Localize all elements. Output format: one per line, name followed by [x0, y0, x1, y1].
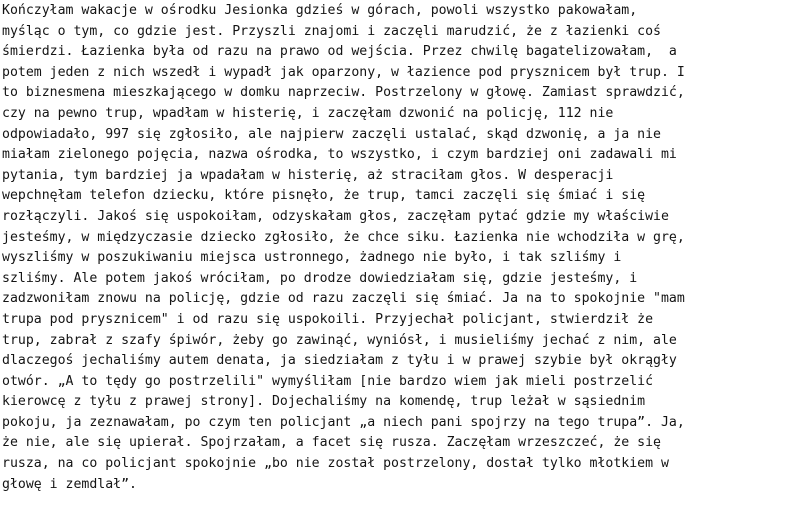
- text-line-1: Kończyłam wakacje w ośrodku Jesionka gdzieś w górach, powoli wszystko pakowałam,: [2, 3, 638, 18]
- text-line-23: rusza, na co policjant spokojnie „bo nie został postrzelony, dostał tylko młotkiem w: [2, 456, 669, 472]
- text-line-18: dlaczegoś jechaliśmy autem denata, ja siedziałam z tyłu i w prawej szybie był okrągły: [2, 353, 677, 369]
- text-line-11: rozłączyli. Jakoś się uspokoiłam, odzyskałam głos, zaczęłam pytać gdzie my właściwie: [2, 208, 669, 224]
- text-line-19: otwór. „A to tędy go postrzelili" wymyśliłam [nie bardzo wiem jak mieli postrzelić: [2, 373, 654, 389]
- text-line-17: trup, zabrał z szafy śpiwór, żeby go zawinąć, wyniósł, i musieliśmy jechać z nim, ale: [2, 332, 677, 348]
- text-line-8: miałam zielonego pojęcia, nazwa ośrodka, to wszystko, i czym bardziej oni zadawali mi: [2, 147, 677, 163]
- text-line-15: zadzwoniłam znowu na policję, gdzie od razu zaczęli się śmiać. Ja na to spokojnie "mam: [2, 291, 685, 307]
- document-text: [2, 1, 798, 495]
- text-line-5: to biznesmena mieszkającego w domku naprzeciw. Postrzelony w głowę. Zamiast sprawdzić,: [2, 85, 685, 101]
- text-line-22: że nie, ale się upierał. Spojrzałam, a facet się rusza. Zaczęłam wrzeszczeć, że się: [2, 435, 661, 451]
- text-line-2: myśląc o tym, co gdzie jest. Przyszli znajomi i zaczęli marudzić, że z łazienki coś: [2, 23, 661, 39]
- text-line-4: potem jeden z nich wszedł i wypadł jak oparzony, w łazience pod prysznicem był trup. I: [2, 64, 685, 80]
- text-line-16: trupa pod prysznicem" i od razu się uspokoili. Przyjechał policjant, stwierdził że: [2, 311, 654, 327]
- text-line-20: kierowcę z tyłu z prawej strony]. Dojechaliśmy na komendę, trup leżał w sąsiednim: [2, 394, 646, 410]
- text-line-13: wyszliśmy w poszukiwaniu miejsca ustronnego, żadnego nie było, i tak szliśmy i: [2, 250, 622, 266]
- text-line-14: szliśmy. Ale potem jakoś wróciłam, po drodze dowiedziałam się, gdzie jesteśmy, i: [2, 270, 638, 286]
- text-line-12: jesteśmy, w międzyczasie dziecko zgłosiło, że chce siku. Łazienka nie wchodziła w grę,: [2, 229, 685, 245]
- text-line-21: pokoju, ja zeznawałam, po czym ten policjant „a niech pani spojrzy na tego trupa”. Ja,: [2, 414, 685, 430]
- text-line-10: wepchnęłam telefon dziecku, które pisnęło, że trup, tamci zaczęli się śmiać i się: [2, 188, 646, 204]
- text-line-9: pytania, tym bardziej ja wpadałam w histerię, aż straciłam głos. W desperacji: [2, 167, 614, 183]
- text-line-7: odpowiadało, 997 się zgłosiło, ale najpierw zaczęli ustalać, skąd dzwonię, a ja nie: [2, 126, 661, 142]
- text-line-24: głowę i zemdlał”.: [2, 476, 137, 492]
- text-line-6: czy na pewno trup, wpadłam w histerię, i zaczęłam dzwonić na policję, 112 nie: [2, 105, 614, 121]
- text-line-3: śmierdzi. Łazienka była od razu na prawo od wejścia. Przez chwilę bagatelizowałam, a: [2, 44, 677, 60]
